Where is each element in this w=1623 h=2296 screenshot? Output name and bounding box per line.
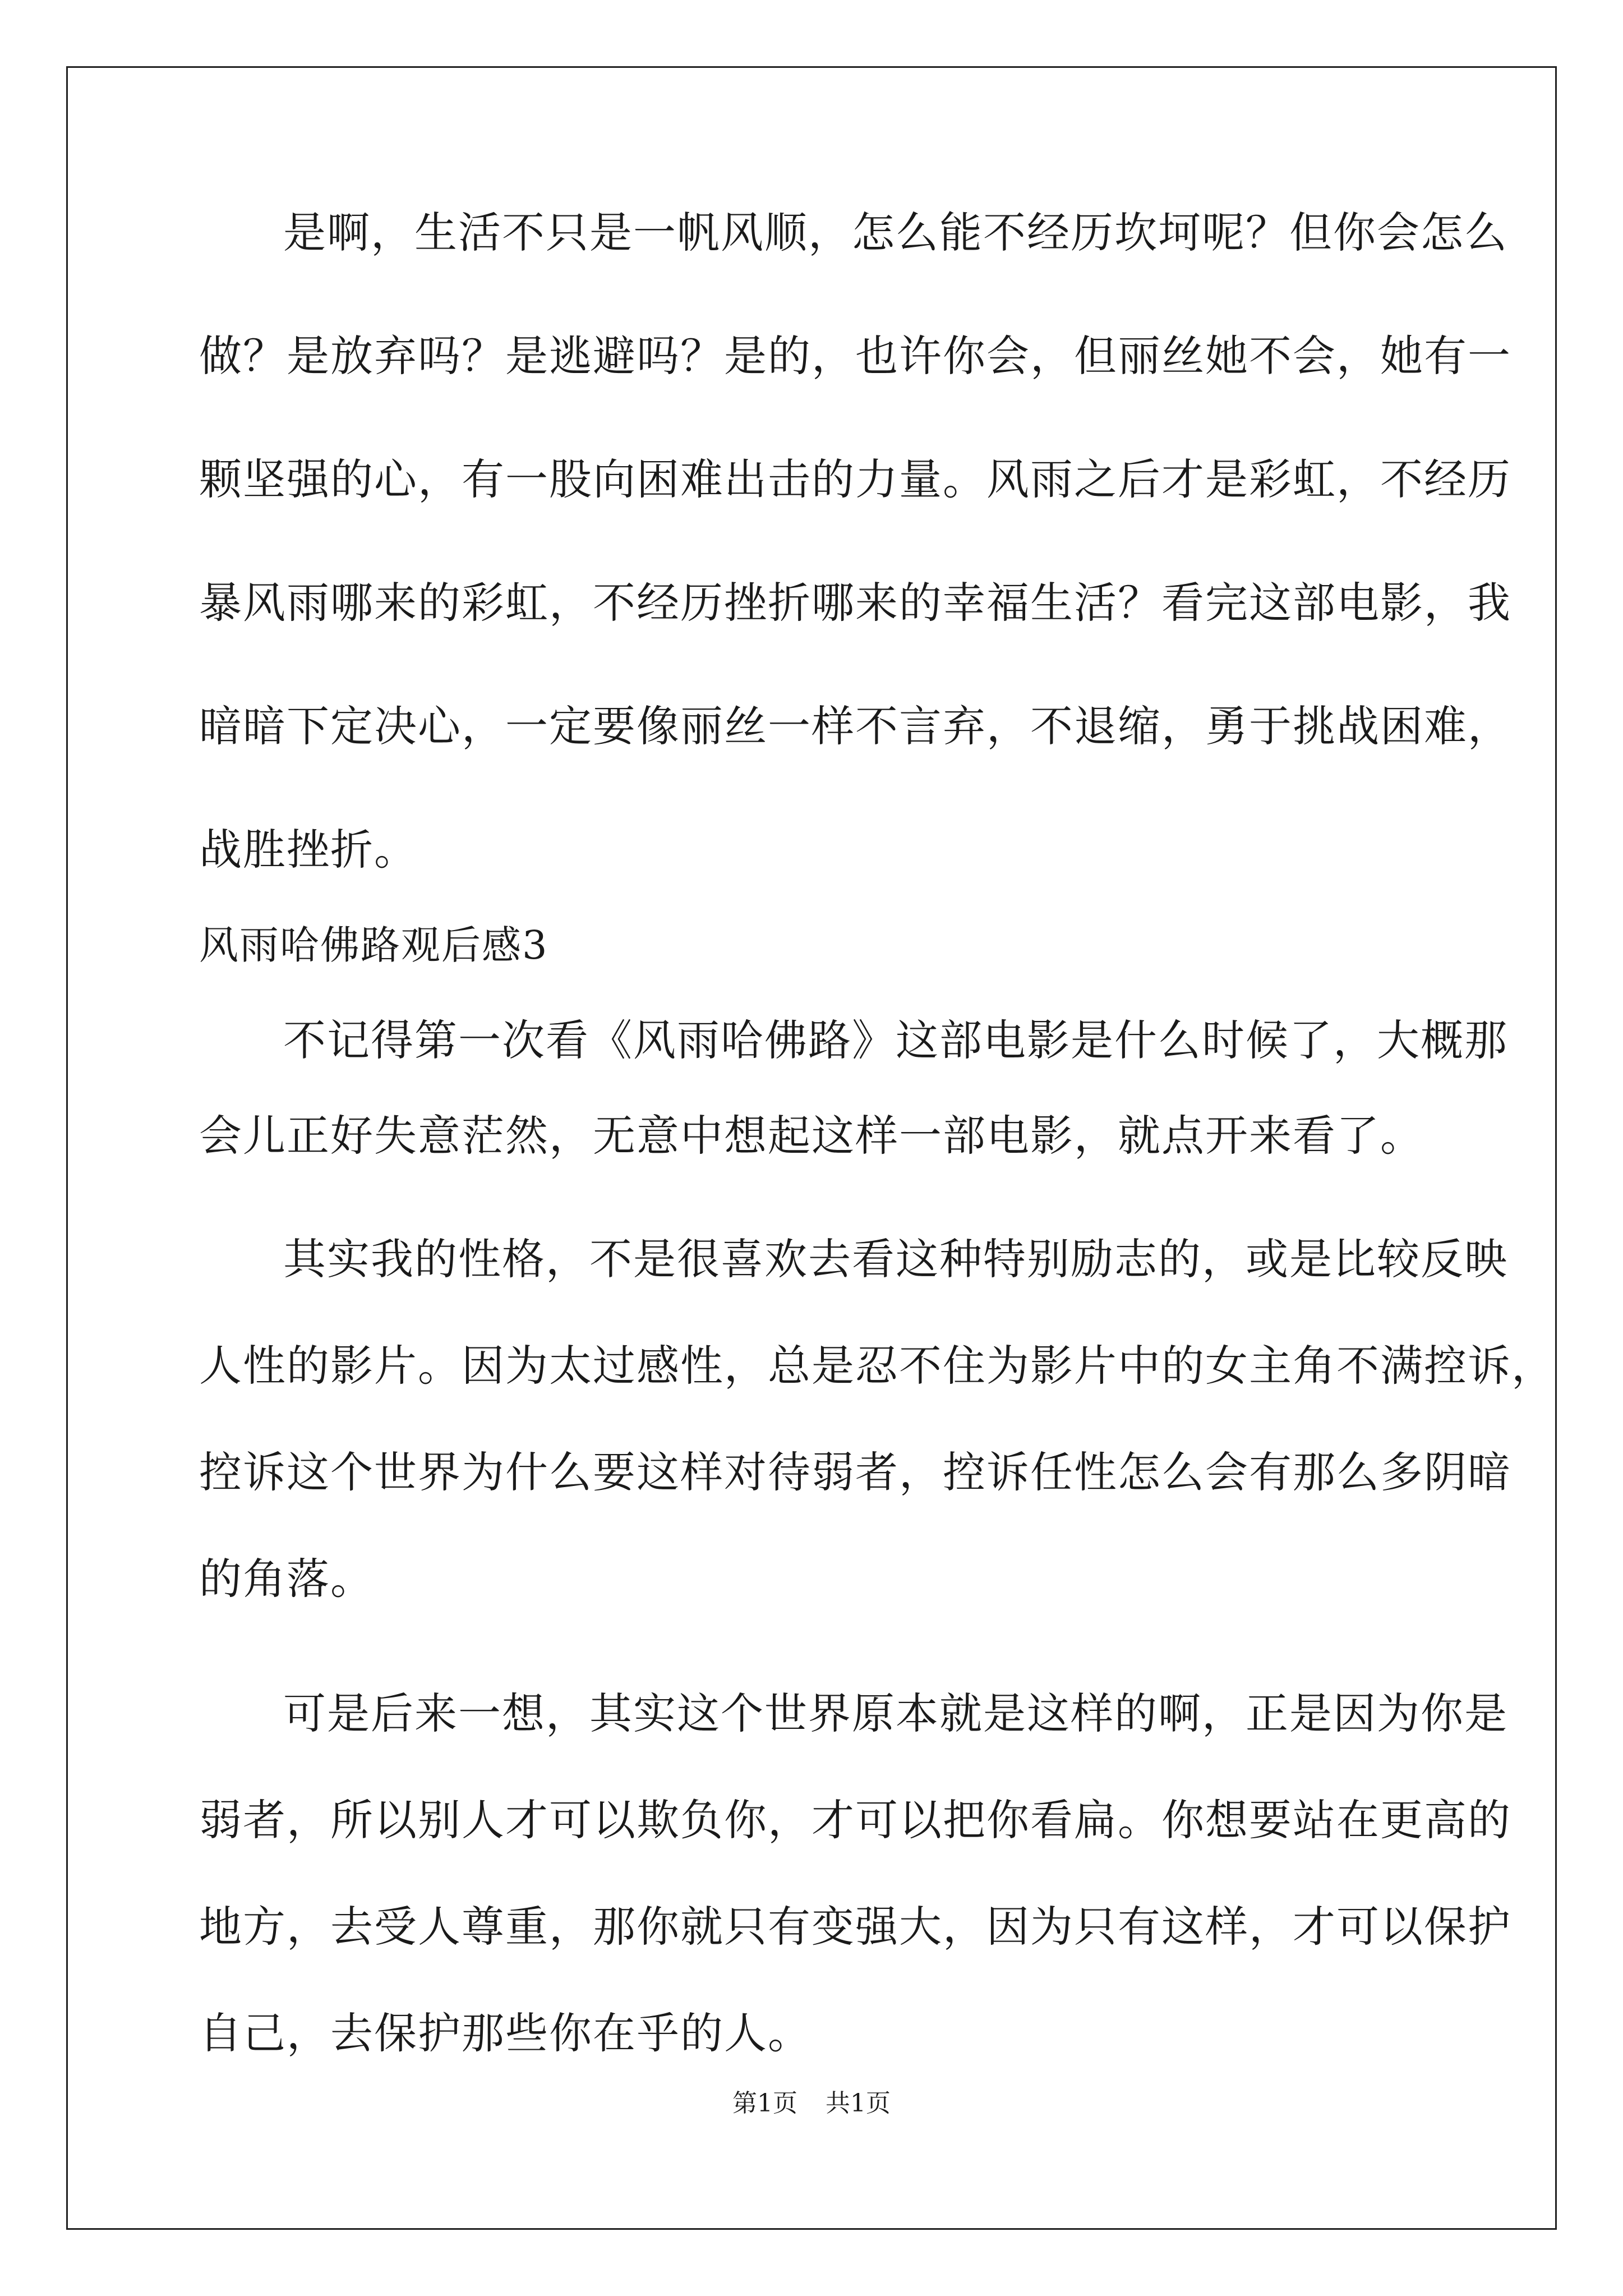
paragraph-line: 颗坚强的心，有一股向困难出击的力量。风雨之后才是彩虹，不经历 bbox=[199, 454, 1511, 504]
section-heading: 风雨哈佛路观后感3 bbox=[199, 922, 548, 968]
paragraph-line: 暗暗下定决心，一定要像丽丝一样不言弃，不退缩，勇于挑战困难， bbox=[199, 701, 1511, 751]
paragraph-line: 会儿正好失意茫然，无意中想起这样一部电影，就点开来看了。 bbox=[199, 1111, 1424, 1161]
paragraph-line: 其实我的性格，不是很喜欢去看这种特别励志的，或是比较反映 bbox=[283, 1234, 1508, 1284]
paragraph-line: 是啊，生活不只是一帆风顺，怎么能不经历坎坷呢？但你会怎么 bbox=[283, 208, 1508, 257]
paragraph-line: 可是后来一想，其实这个世界原本就是这样的啊，正是因为你是 bbox=[283, 1688, 1508, 1738]
page-footer bbox=[0, 2087, 1623, 2120]
page-total: 共1页 bbox=[826, 2089, 891, 2118]
paragraph-line: 暴风雨哪来的彩虹，不经历挫折哪来的幸福生活？看完这部电影，我 bbox=[199, 578, 1511, 628]
paragraph-line: 战胜挫折。 bbox=[199, 825, 418, 875]
paragraph-line: 不记得第一次看《风雨哈佛路》这部电影是什么时候了，大概那 bbox=[283, 1015, 1508, 1065]
paragraph-line: 自己，去保护那些你在乎的人。 bbox=[199, 2008, 811, 2058]
paragraph-line: 地方，去受人尊重，那你就只有变强大，因为只有这样，才可以保护 bbox=[199, 1902, 1511, 1952]
paragraph-line: 控诉这个世界为什么要这样对待弱者，控诉任性怎么会有那么多阴暗 bbox=[199, 1447, 1511, 1497]
paragraph-line: 做？是放弃吗？是逃避吗？是的，也许你会，但丽丝她不会，她有一 bbox=[199, 331, 1511, 381]
paragraph-line: 弱者，所以别人才可以欺负你，才可以把你看扁。你想要站在更高的 bbox=[199, 1795, 1511, 1845]
paragraph-line: 的角落。 bbox=[199, 1554, 374, 1604]
document-body bbox=[199, 202, 1555, 2126]
paragraph-line: 人性的影片。因为太过感性，总是忍不住为影片中的女主角不满控诉， bbox=[199, 1341, 1555, 1391]
page-number: 第1页 bbox=[732, 2089, 797, 2118]
